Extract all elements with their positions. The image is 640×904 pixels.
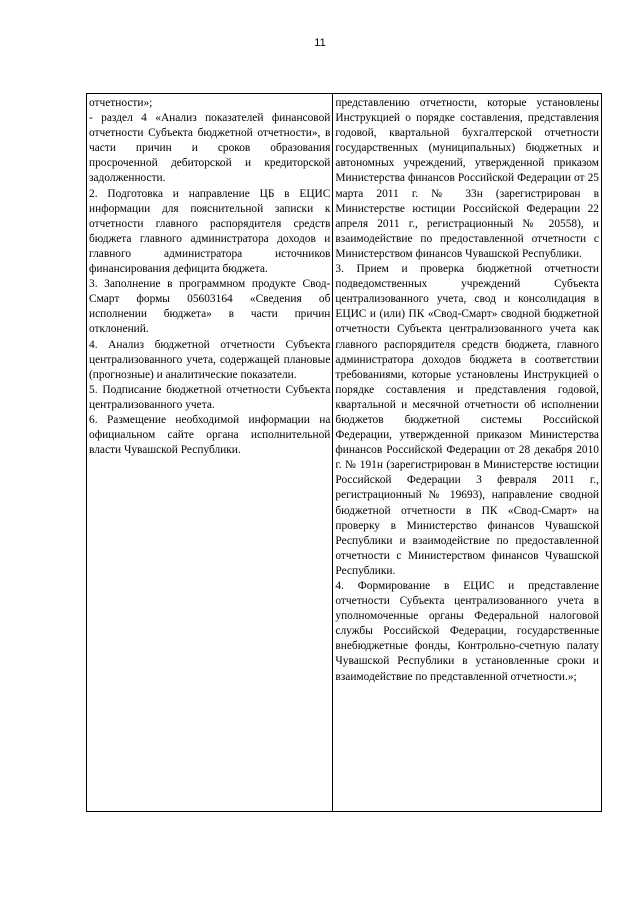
- paragraph: 6. Размещение необходимой информации на официальном сайте органа исполнительной власти Чувашской Республики.: [89, 413, 331, 457]
- paragraph: 2. Подготовка и направление ЦБ в ЕЦИС информации для пояснительной записки к отчетности главного распорядителя средств бюджета главного администратора доходов и главного администратора источников финансирования дефицита бюджета.: [89, 187, 331, 276]
- paragraph: отчетности»;: [89, 97, 153, 109]
- paragraph: 3. Заполнение в программном продукте Свод-Смарт формы 05603164 «Сведения об исполнении бюджета» в части причин отклонений.: [89, 278, 331, 336]
- paragraph: 5. Подписание бюджетной отчетности Субъекта централизованного учета.: [89, 383, 331, 411]
- document-table: [86, 93, 602, 812]
- table-cell-left: [87, 94, 333, 812]
- paragraph: 4. Формирование в ЕЦИС и представление отчетности Субъекта централизованного учета в уполномоченные органы Федеральной налоговой службы Российской Федерации, государственные внебюджетные фонды, Контрольно-счетную палату Чувашской Республики в установленные сроки и взаимодействие по представленной отчетности.»;: [335, 580, 599, 683]
- page-number: 11: [314, 37, 326, 49]
- paragraph: представлению отчетности, которые установлены Инструкцией о порядке составления, представления годовой, квартальной бухгалтерской отчетности государственных (муниципальных) бюджетных и автономных учреждений, утвержденной приказом Министерства финансов Российской Федерации от 25 марта 2011 г. № 33н (зарегистрирован в Министерстве юстиции Российской Федерации 22 апреля 2011 г., регистрационный № 20558), и взаимодействие по предоставленной отчетности с Министерством финансов Чувашской Республики.: [335, 97, 599, 260]
- table-cell-right: [333, 94, 602, 812]
- paragraph: 4. Анализ бюджетной отчетности Субъекта централизованного учета, содержащей плановые (прогнозные) и аналитические показатели.: [89, 338, 331, 381]
- paragraph: - раздел 4 «Анализ показателей финансовой отчетности Субъекта бюджетной отчетности», в части причин и сроков образования просроченной дебиторской и кредиторской задолженности.: [89, 112, 331, 185]
- paragraph: 3. Прием и проверка бюджетной отчетности подведомственных учреждений Субъекта централизованного учета, свод и консолидация в ЕЦИС и (или) ПК «Свод-Смарт» сводной бюджетной отчетности Субъекта централизованного учета как главного распорядителя средств бюджета, главного администратора доходов бюджета в соответствии требованиями, которые установлены Инструкцией о порядке составления и представления годовой, квартальной и месячной отчетности об исполнении бюджетов бюджетной системы Российской Федерации, утвержденной приказом Министерства финансов Российской Федерации от 28 декабря 2010 г. № 191н (зарегистрирован в Министерстве юстиции Российской Федерации 3 февраля 2011 г., регистрационный № 19693), направление сводной бюджетной отчетности в ПК «Свод-Смарт» на проверку в Министерство финансов Чувашской Республики и взаимодействие по предоставленной отчетности с Министерством финансов Чувашской Республики.: [335, 263, 599, 577]
- table-row: [87, 94, 602, 812]
